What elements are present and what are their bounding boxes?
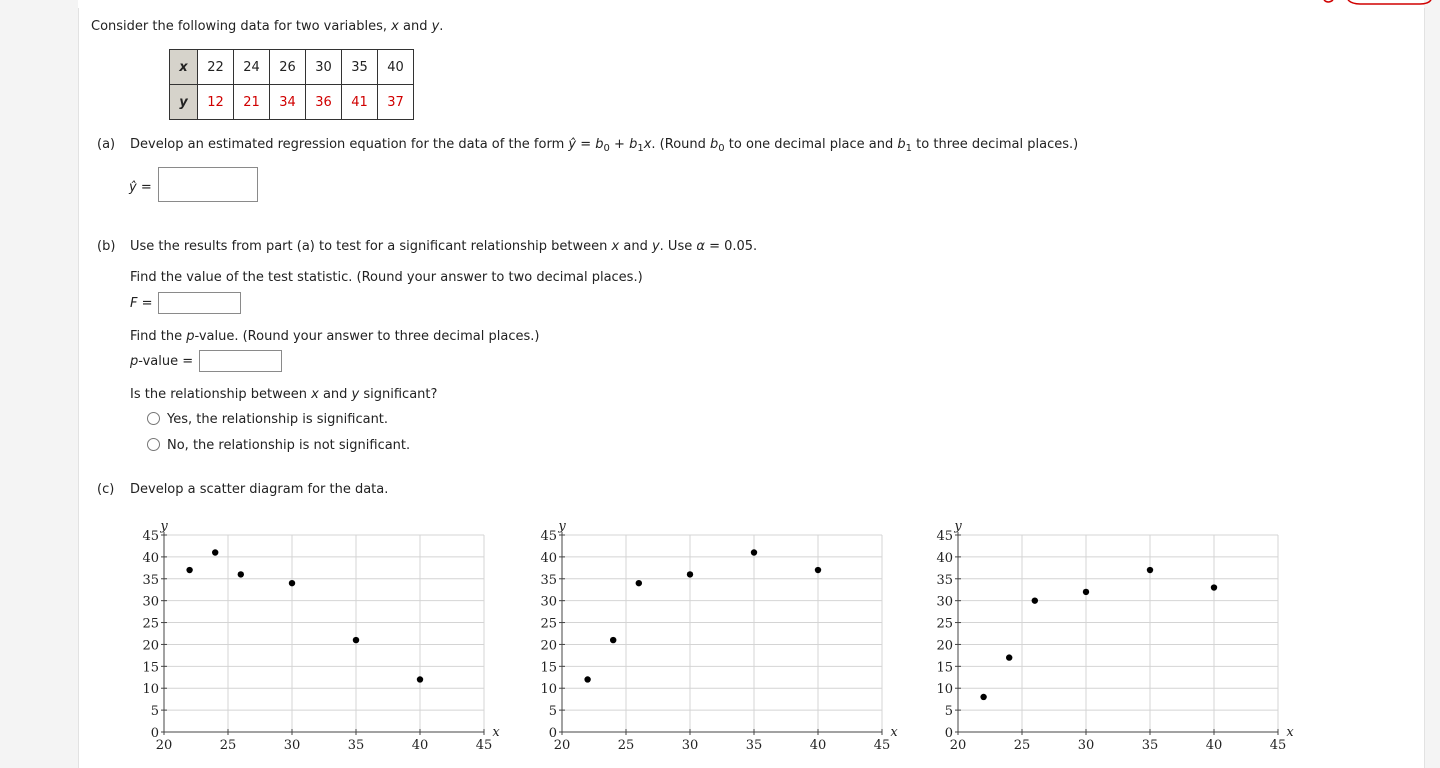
y-tick-label: 20 — [142, 638, 159, 654]
part-b-label: (b) — [97, 239, 116, 254]
data-point — [1211, 584, 1217, 590]
x-tick-label: 45 — [1269, 738, 1287, 753]
x-axis-title: x — [890, 725, 898, 740]
data-point — [751, 549, 757, 555]
y-value: 37 — [378, 85, 414, 120]
x-axis-title: x — [492, 725, 500, 740]
y-tick-label: 10 — [540, 682, 557, 698]
data-point — [1006, 654, 1012, 660]
y-value: 41 — [342, 85, 378, 120]
data-point — [1147, 567, 1153, 573]
x-tick-label: 20 — [949, 738, 967, 753]
scatter-plot-1[interactable] — [130, 508, 510, 756]
y-tick-label: 40 — [142, 550, 159, 566]
y-tick-label: 20 — [540, 638, 557, 654]
y-tick-label: 35 — [936, 572, 953, 588]
y-tick-label: 30 — [540, 594, 557, 610]
radio-yes[interactable] — [147, 412, 160, 425]
y-tick-label: 15 — [142, 660, 159, 676]
data-point — [353, 637, 359, 643]
f-statistic-input[interactable] — [158, 292, 241, 314]
x-tick-label: 25 — [1013, 738, 1031, 753]
y-tick-label: 40 — [936, 550, 953, 566]
radio-no[interactable] — [147, 438, 160, 451]
y-tick-label: 25 — [936, 616, 953, 632]
data-point — [417, 676, 423, 682]
y-tick-label: 35 — [540, 572, 557, 588]
option-not-significant[interactable]: No, the relationship is not significant. — [147, 438, 410, 453]
f-label: F = — [130, 296, 153, 311]
part-c-prompt: (c) Develop a scatter diagram for the data. — [97, 482, 389, 497]
y-tick-label: 35 — [142, 572, 159, 588]
intro-text: Consider the following data for two variables, x and y. — [91, 19, 444, 34]
part-c-label: (c) — [97, 482, 115, 497]
y-value: 21 — [234, 85, 270, 120]
x-tick-label: 45 — [475, 738, 493, 753]
p-value-label: p-value = — [130, 354, 194, 369]
y-tick-label: 5 — [548, 704, 557, 720]
y-value: 12 — [198, 85, 234, 120]
p-value-question: Find the p-value. (Round your answer to three decimal places.) — [130, 329, 540, 344]
regression-equation-input[interactable] — [158, 167, 258, 202]
y-tick-label: 30 — [142, 594, 159, 610]
x-value: 22 — [198, 50, 234, 85]
y-tick-label: 15 — [540, 660, 557, 676]
y-tick-label: 25 — [540, 616, 557, 632]
data-point — [815, 567, 821, 573]
yhat-label: ŷ = — [129, 180, 152, 195]
data-point — [186, 567, 192, 573]
data-point — [1032, 597, 1038, 603]
x-value: 30 — [306, 50, 342, 85]
x-tick-label: 35 — [1141, 738, 1159, 753]
y-tick-label: 15 — [936, 660, 953, 676]
scatter-plot-3[interactable] — [924, 508, 1304, 756]
y-tick-label: 5 — [944, 704, 953, 720]
y-tick-label: 5 — [150, 704, 159, 720]
test-statistic-question: Find the value of the test statistic. (Round your answer to two decimal places.) — [130, 270, 643, 285]
x-tick-label: 30 — [681, 738, 699, 753]
x-value: 40 — [378, 50, 414, 85]
option-significant[interactable]: Yes, the relationship is significant. — [147, 412, 388, 427]
y-tick-label: 25 — [142, 616, 159, 632]
table-row-x — [170, 50, 414, 85]
y-tick-label: 45 — [142, 529, 159, 544]
y-tick-label: 40 — [540, 550, 557, 566]
data-point — [289, 580, 295, 586]
x-tick-label: 40 — [411, 738, 429, 753]
data-point — [636, 580, 642, 586]
y-header: y — [170, 85, 198, 120]
x-header: x — [170, 50, 198, 85]
x-tick-label: 35 — [745, 738, 763, 753]
data-point — [610, 637, 616, 643]
y-tick-label: 10 — [142, 682, 159, 698]
y-value: 36 — [306, 85, 342, 120]
y-axis-title: y — [160, 519, 168, 534]
x-tick-label: 20 — [155, 738, 173, 753]
y-tick-label: 0 — [548, 726, 557, 741]
x-tick-label: 25 — [219, 738, 237, 753]
x-value: 26 — [270, 50, 306, 85]
data-point — [1083, 589, 1089, 595]
x-tick-label: 30 — [1077, 738, 1095, 753]
y-tick-label: 45 — [936, 529, 953, 544]
y-value: 34 — [270, 85, 306, 120]
data-table — [169, 49, 414, 120]
x-tick-label: 45 — [873, 738, 891, 753]
x-value: 35 — [342, 50, 378, 85]
x-axis-title: x — [1286, 725, 1294, 740]
p-value-input[interactable] — [199, 350, 282, 372]
x-tick-label: 35 — [347, 738, 365, 753]
y-tick-label: 10 — [936, 682, 953, 698]
x-tick-label: 40 — [809, 738, 827, 753]
x-tick-label: 25 — [617, 738, 635, 753]
y-tick-label: 45 — [540, 529, 557, 544]
x-value: 24 — [234, 50, 270, 85]
data-point — [687, 571, 693, 577]
data-point — [238, 571, 244, 577]
part-a-label: (a) — [97, 137, 116, 152]
y-tick-label: 0 — [150, 726, 159, 741]
part-b-prompt: (b) Use the results from part (a) to test for a significant relationship between x and y. Use α = 0.05. — [97, 239, 758, 254]
data-point — [584, 676, 590, 682]
y-tick-label: 30 — [936, 594, 953, 610]
table-row-y — [170, 85, 414, 120]
x-tick-label: 30 — [283, 738, 301, 753]
significance-question: Is the relationship between x and y significant? — [130, 387, 438, 402]
scatter-plot-2[interactable] — [528, 508, 908, 756]
data-point — [212, 549, 218, 555]
part-a-prompt: (a) Develop an estimated regression equation for the data of the form ŷ = $b_0 + b_1x$. (Round $b_0$ to one decimal place and $b_1$ to three decimal places.) — [97, 137, 1079, 154]
y-axis-title: y — [954, 519, 962, 534]
y-tick-label: 0 — [944, 726, 953, 741]
x-tick-label: 40 — [1205, 738, 1223, 753]
data-point — [980, 694, 986, 700]
x-tick-label: 20 — [553, 738, 571, 753]
y-axis-title: y — [558, 519, 566, 534]
y-tick-label: 20 — [936, 638, 953, 654]
